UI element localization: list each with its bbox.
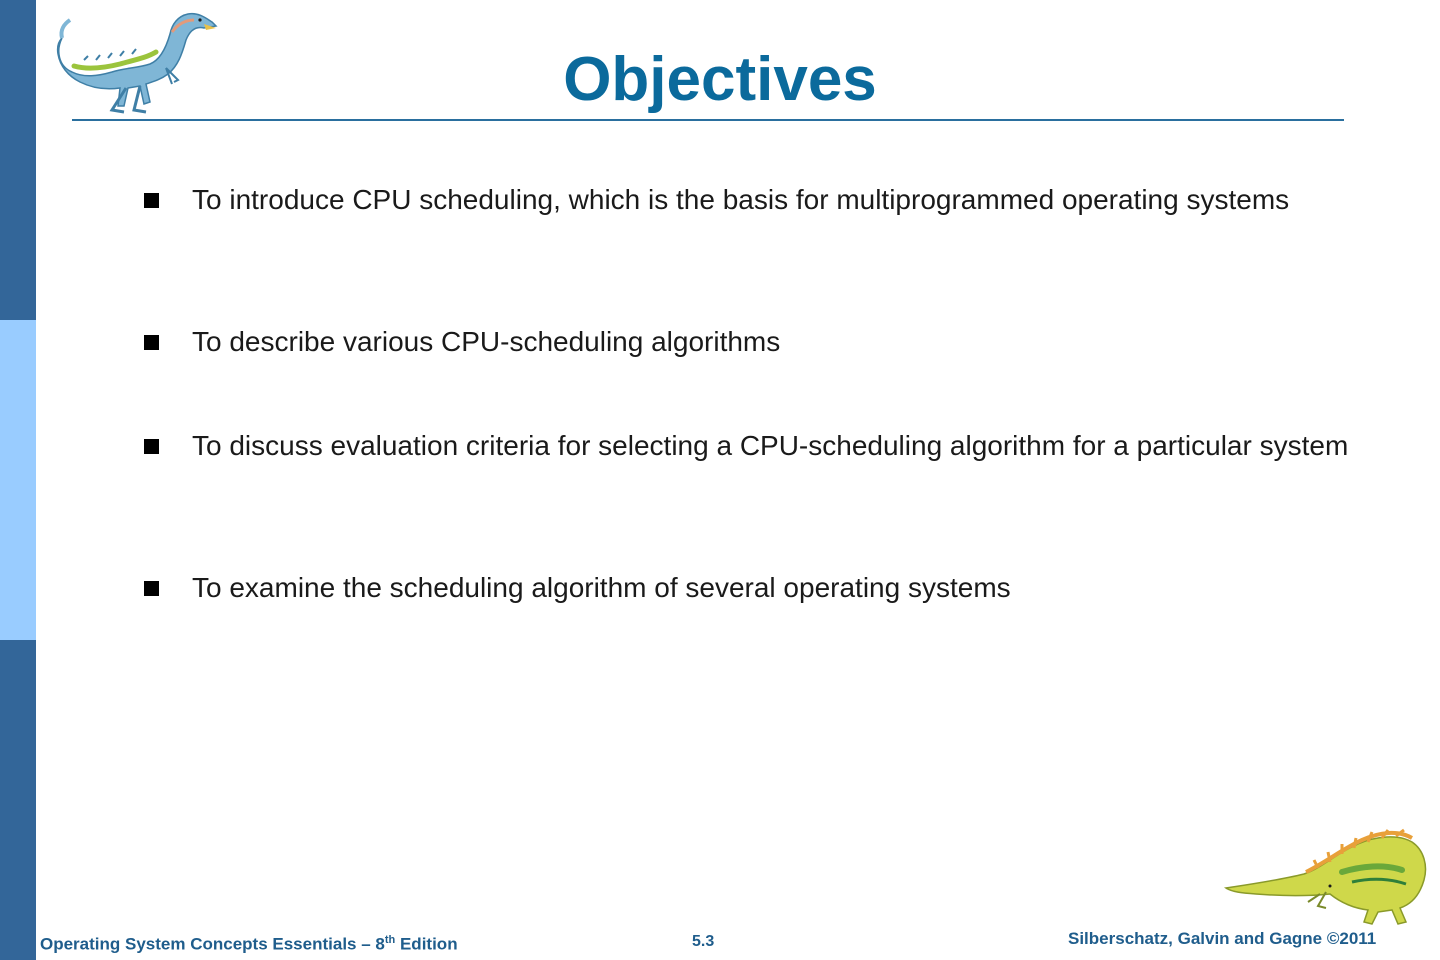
objective-text: To examine the scheduling algorithm of several operating systems — [192, 572, 1011, 603]
objective-item — [142, 568, 1011, 607]
objective-text: To describe various CPU-scheduling algorithms — [192, 326, 781, 357]
objective-item — [142, 426, 1348, 465]
dinosaur-logo-bottom — [1222, 822, 1432, 928]
sidebar-segment-bottom — [0, 640, 36, 960]
square-bullet-icon — [144, 439, 159, 454]
title-underline — [72, 119, 1344, 121]
page-number: 5.3 — [692, 933, 715, 950]
objective-item — [142, 322, 780, 361]
book-title-footer: Operating System Concepts Essentials – 8th Edition — [40, 934, 458, 954]
objective-item — [142, 180, 1289, 219]
square-bullet-icon — [144, 581, 159, 596]
left-sidebar-band — [0, 0, 36, 960]
square-bullet-icon — [144, 335, 159, 350]
objective-text: To discuss evaluation criteria for selecting a CPU-scheduling algorithm for a particular system — [192, 430, 1349, 461]
objective-text: To introduce CPU scheduling, which is the basis for multiprogrammed operating systems — [192, 184, 1290, 215]
square-bullet-icon — [144, 193, 159, 208]
copyright-footer: Silberschatz, Galvin and Gagne ©2011 — [1068, 929, 1377, 948]
sidebar-segment-middle — [0, 320, 36, 640]
slide-title: Objectives — [563, 45, 877, 114]
